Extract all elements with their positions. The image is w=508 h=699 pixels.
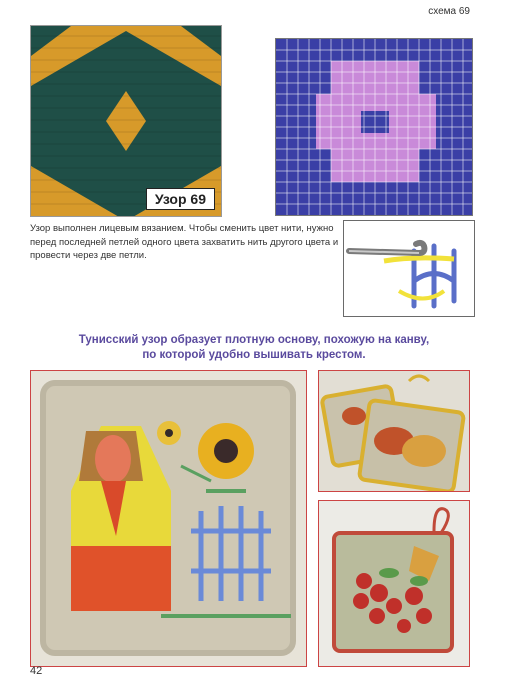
pattern-label: Узор 69 bbox=[146, 188, 215, 210]
berry-potholder-photo bbox=[318, 500, 470, 667]
headline-line-2: по которой удобно вышивать крестом. bbox=[142, 349, 366, 361]
knit-swatch-photo bbox=[30, 25, 222, 217]
hook-diagram bbox=[343, 220, 475, 317]
potholders-photo bbox=[318, 370, 470, 492]
headline bbox=[0, 333, 508, 363]
pattern-grid-chart bbox=[275, 38, 473, 216]
headline-line-1: Тунисский узор образует плотную основу, похожую на канву, bbox=[78, 334, 430, 346]
cross-stitch-panel-photo bbox=[30, 370, 307, 667]
scheme-title: схема 69 bbox=[428, 6, 470, 17]
instruction-paragraph: Узор выполнен лицевым вязанием. Чтобы сменить цвет нити, нужно перед последней петлей одного цвета захватить нить другого цвета и провести через две петли. bbox=[30, 223, 339, 261]
page-number: 42 bbox=[30, 665, 43, 677]
